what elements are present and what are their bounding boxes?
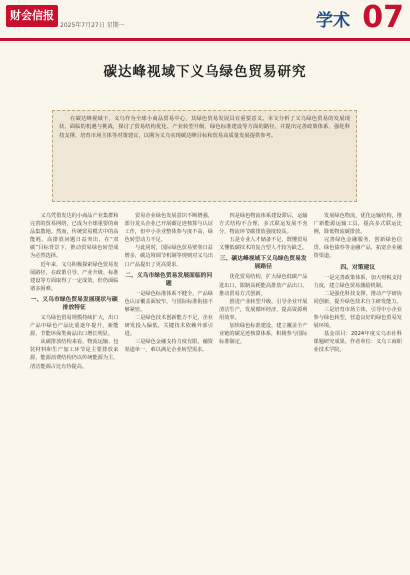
- section-name: 学术: [316, 11, 350, 31]
- text-column: [30, 212, 119, 567]
- masthead: [0, 0, 410, 41]
- body-paragraph: 一是绿色标准体系不健全，产品绿色认证覆盖面较窄，与国际标准衔接不够紧密。: [124, 290, 213, 313]
- issue-date: 2025年7月27日 星期一: [60, 22, 125, 29]
- article-abstract: 在碳达峰视域下，义乌作为全球小商品贸易中心，其绿色贸易发展具有重要意义。本文分析了义乌绿色贸易的发展现状、面临的机遇与挑战，探讨了贸易结构优化、产业转型升级、绿色标准建设等方面的路径，并提出完善政策体系、强化科技支撑、培育市场主体等对策建议，以期为义乌实现碳达峰目标和贸易高质量发展提供参考。: [52, 110, 357, 202]
- body-paragraph: 二是强化科技支撑，推动产学研协同创新，提升绿色技术自主研发能力。: [313, 290, 402, 305]
- body-paragraph: 优化贸易结构，扩大绿色低碳产品进出口，限制高耗能高排放产品出口，推动贸易方式创新。: [219, 274, 308, 297]
- body-paragraph: 发展绿色物流，优化运输结构，推广新能源运输工具，提高多式联运比例，降低物流碳排放。: [313, 213, 402, 236]
- body-paragraph: 加快绿色标准建设，建立覆盖全产业链的碳足迹核算体系，积极参与国际标准制定。: [219, 323, 308, 346]
- body-paragraph: 从碳排放结构来看，物流运输、包装材料和生产加工环节是主要排放来源，能源消费结构仍以传统能源为主，清洁能源占比有待提高。: [30, 339, 119, 370]
- body-paragraph: 五是专业人才储备不足，既懂贸易又懂低碳技术的复合型人才较为缺乏。: [219, 237, 308, 252]
- body-paragraph: 四是绿色物流体系建设滞后，运输方式结构不合理，多式联运发展不充分，物流环节碳排放强度较高。: [219, 213, 308, 236]
- body-paragraph: 基金项目：2024年度义乌市社科课题研究成果。作者单位：义乌工商职业技术学院。: [313, 331, 402, 354]
- body-paragraph: 近年来，义乌积极探索绿色贸易发展路径，在政策引导、产业升级、标准建设等方面取得了一定成效，但仍面临诸多困难。: [30, 261, 119, 292]
- body-paragraph: 一是完善政策体系，加大财税支持力度，建立绿色贸易激励机制。: [313, 274, 402, 289]
- body-paragraph: 二是绿色技术创新能力不足，企业研发投入偏低，关键技术依赖外部引进。: [124, 314, 213, 338]
- article-body: [30, 212, 402, 567]
- text-column: [219, 212, 308, 567]
- body-paragraph: 与此同时，国际绿色贸易壁垒日益增多，碳边境调节机制等规则对义乌出口产品提出了更高要求。: [124, 245, 213, 268]
- page-number: 07: [362, 0, 404, 35]
- text-column: [125, 212, 214, 567]
- body-paragraph: 三是绿色金融支持力度有限，融资渠道单一，难以满足企业转型需求。: [124, 339, 213, 354]
- body-paragraph: 三是培育市场主体，引导中小企业参与绿色转型，营造良好的绿色贸易发展环境。: [313, 306, 402, 330]
- body-paragraph: 义乌绿色贸易规模持续扩大，出口产品中绿色产品比重逐年提升，新能源、节能环保类商品出口增长明显。: [30, 314, 119, 338]
- text-column: [314, 212, 403, 567]
- body-paragraph: 推进产业转型升级，引导企业开展清洁生产，发展循环经济，提高资源利用效率。: [219, 298, 308, 321]
- body-paragraph: 贸易企业绿色发展意识不断增强，部分龙头企业已开展碳足迹核算与认证工作，但中小企业整体参与度不高，绿色转型动力不足。: [124, 213, 213, 244]
- section-heading: 二、义乌市绿色贸易发展面临的问题: [125, 272, 213, 287]
- newspaper-logo: 财会信报: [6, 5, 58, 27]
- section-heading: 一、义乌市绿色贸易发展现状与碳排放特征: [30, 296, 118, 311]
- body-paragraph: 义乌凭借发达的小商品产业集群和完善的贸易网络，已成为全球重要的商品集散地。然而，传统贸易模式中的高能耗、高排放问题日益突出，在“双碳”目标背景下，推动贸易绿色转型成为必然选择。: [30, 213, 119, 260]
- section-heading: 四、对策建议: [340, 264, 376, 271]
- article-title: 碳达峰视域下义乌绿色贸易研究: [103, 64, 307, 80]
- body-paragraph: 完善绿色金融服务，创新绿色信贷、绿色债券等金融产品，拓宽企业融资渠道。: [313, 237, 402, 260]
- section-heading: 三、碳达峰视域下义乌绿色贸易发展路径: [219, 256, 307, 271]
